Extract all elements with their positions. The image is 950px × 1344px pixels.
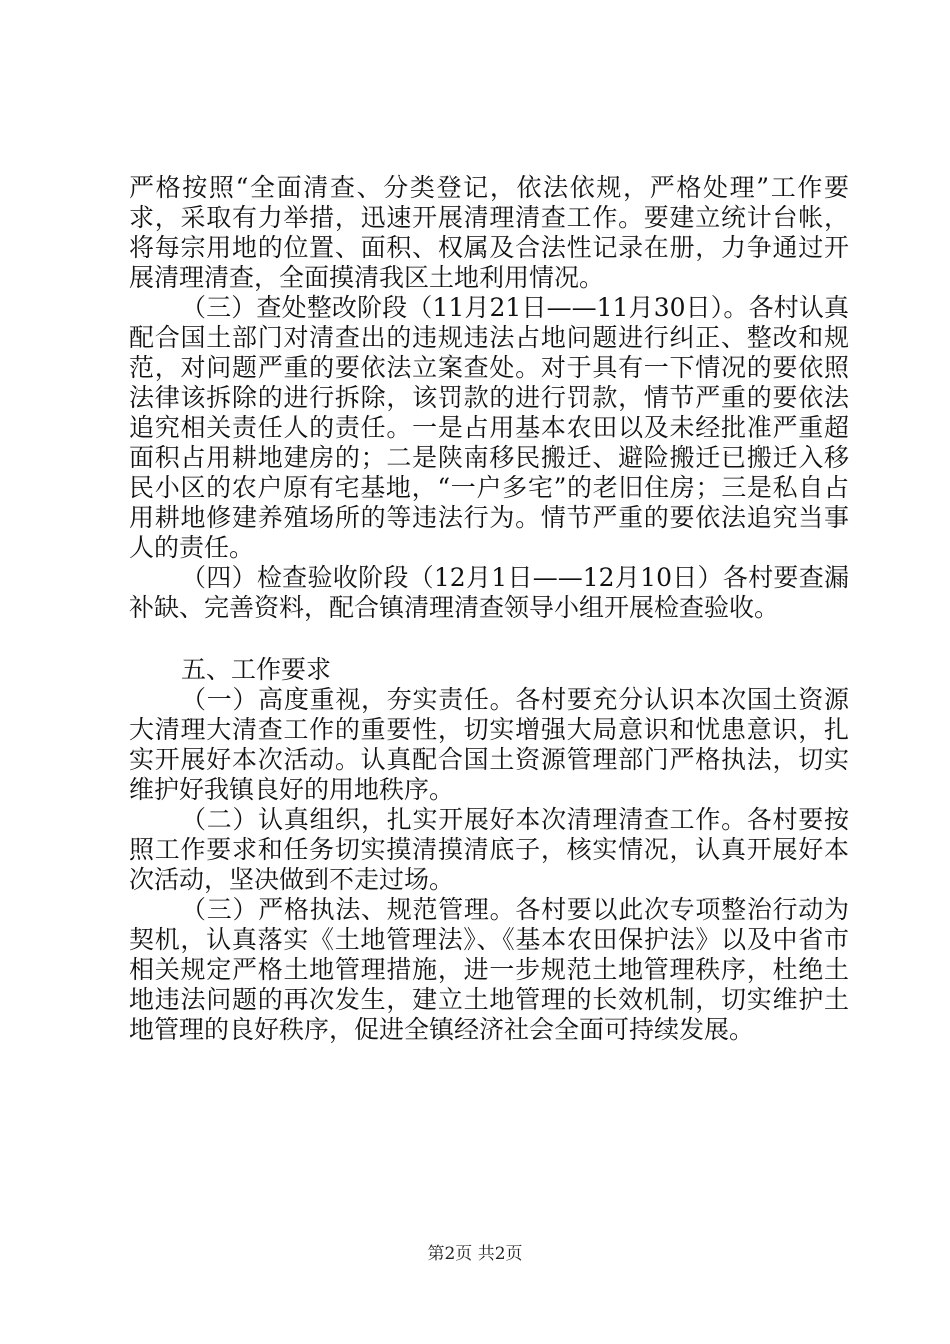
requirement-item-one: （一）高度重视，夯实责任。各村要充分认识本次国土资源大清理大清查工作的重要性，切实增强大局意识和忧患意识，扎实开展好本次活动。认真配合国土资源管理部门严格执法，切实维护好我镇良好的用地秩序。	[129, 685, 849, 804]
paragraph-stage-four: （四）检查验收阶段（12月1日——12月10日）各村要查漏补缺、完善资料，配合镇清理清查领导小组开展检查验收。	[129, 563, 849, 622]
requirement-item-two: （二）认真组织，扎实开展好本次清理清查工作。各村要按照工作要求和任务切实摸清摸清底子，核实情况，认真开展好本次活动，坚决做到不走过场。	[129, 805, 849, 894]
page-footer: 第2页 共2页	[427, 1244, 523, 1264]
document-body	[129, 173, 849, 1045]
paragraph-stage-three: （三）查处整改阶段（11月21日——11月30日）。各村认真配合国土部门对清查出的违规违法占地问题进行纠正、整改和规范，对问题严重的要依法立案查处。对于具有一下情况的要依照法律该拆除的进行拆除，该罚款的进行罚款，情节严重的要依法追究相关责任人的责任。一是占用基本农田以及未经批准严重超面积占用耕地建房的；二是陕南移民搬迁、避险搬迁已搬迁入移民小区的农户原有宅基地，“一户多宅”的老旧住房；三是私自占用耕地修建养殖场所的等违法行为。情节严重的要依法追究当事人的责任。	[129, 293, 849, 562]
paragraph-clearance-requirements: 严格按照“全面清查、分类登记，依法依规，严格处理”工作要求，采取有力举措，迅速开展清理清查工作。要建立统计台帐，将每宗用地的位置、面积、权属及合法性记录在册，力争通过开展清理清查，全面摸清我区土地利用情况。	[129, 173, 849, 292]
section-heading: 五、工作要求	[181, 655, 332, 684]
paragraph-spacer	[129, 623, 849, 655]
requirement-item-three: （三）严格执法、规范管理。各村要以此次专项整治行动为契机，认真落实《土地管理法》、《基本农田保护法》以及中省市相关规定严格土地管理措施，进一步规范土地管理秩序，杜绝土地违法问题的再次发生，建立土地管理的长效机制，切实维护土地管理的良好秩序，促进全镇经济社会全面可持续发展。	[129, 895, 849, 1044]
